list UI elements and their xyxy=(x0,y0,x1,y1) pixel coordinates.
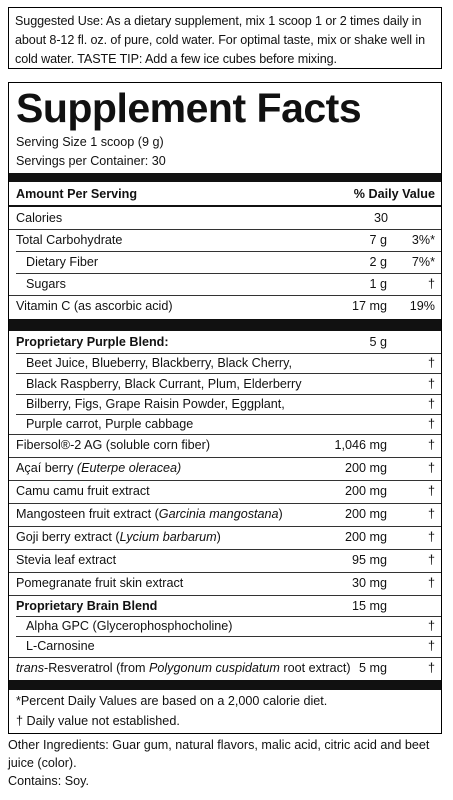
panel-title: Supplement Facts xyxy=(16,85,362,131)
nutrient-name: Calories xyxy=(16,211,63,225)
nutrient-name: Dietary Fiber xyxy=(26,255,99,269)
brain-blend-amount: 15 mg xyxy=(351,599,387,613)
dagger: † xyxy=(427,639,435,653)
nutrient-dv: 3%* xyxy=(411,233,435,247)
ingredient-amount: 1,046 mg xyxy=(334,438,387,452)
dagger: † xyxy=(427,576,435,590)
ingredient-name: Camu camu fruit extract xyxy=(16,484,150,498)
thick-divider xyxy=(9,319,441,331)
ingredient-amount: 30 mg xyxy=(351,576,387,590)
ingredient-scientific-name: Lycium barbarum xyxy=(119,530,217,544)
purple-blend-amount: 5 g xyxy=(369,335,387,349)
allergen-contains: Contains: Soy. xyxy=(8,774,89,788)
amount-per-serving-header: Amount Per Serving xyxy=(16,187,138,201)
brain-blend-item-name: Alpha GPC (Glycerophosphocholine) xyxy=(26,619,233,633)
footnote-dagger: † Daily value not established. xyxy=(16,714,180,728)
dagger: † xyxy=(427,484,435,498)
resveratrol-tail: root extract) xyxy=(279,661,351,675)
suggested-use-label: Suggested Use: xyxy=(15,14,104,28)
dagger: † xyxy=(427,507,435,521)
ingredient-scientific-name: (Euterpe oleracea) xyxy=(76,461,182,475)
ingredient-scientific-name: Garcinia mangostana xyxy=(158,507,279,521)
dagger: † xyxy=(427,461,435,475)
brain-blend-item-name: L-Carnosine xyxy=(26,639,95,653)
dagger: † xyxy=(427,619,435,633)
nutrient-amount: 30 xyxy=(373,211,388,225)
ingredient-name-tail: ) xyxy=(278,507,283,521)
nutrient-dv: 7%* xyxy=(411,255,435,269)
purple-blend-text: Black Raspberry, Black Currant, Plum, Elderberry xyxy=(26,377,302,391)
dagger: † xyxy=(427,553,435,567)
suggested-use-text: As a dietary supplement, mix 1 scoop 1 or 2 times daily in about 8-12 fl. oz. of pure, cold water. For optimal taste, mix or shake well in cold water. TASTE TIP: Add a few ice cubes before mixing. xyxy=(15,14,425,66)
servings-per-container: Servings per Container: 30 xyxy=(16,154,166,168)
nutrient-name: Sugars xyxy=(26,277,66,291)
resveratrol-amount: 5 mg xyxy=(359,661,387,675)
nutrient-dv: 19% xyxy=(409,299,435,313)
dagger: † xyxy=(427,356,435,370)
other-ingredients: Other Ingredients: Guar gum, natural flavors, malic acid, citric acid and beet juice (color). xyxy=(8,738,430,770)
purple-blend-text: Beet Juice, Blueberry, Blackberry, Black Cherry, xyxy=(26,356,292,370)
resveratrol-mid: -Resveratrol (from xyxy=(44,661,149,675)
ingredient-amount: 200 mg xyxy=(344,530,387,544)
dagger: † xyxy=(427,397,435,411)
dagger: † xyxy=(427,438,435,452)
nutrient-name: Total Carbohydrate xyxy=(16,233,123,247)
purple-blend-name: Proprietary Purple Blend: xyxy=(16,335,169,349)
thick-divider xyxy=(9,680,441,690)
ingredient-common-name: Goji berry extract ( xyxy=(16,530,120,544)
thick-divider xyxy=(9,173,441,182)
ingredient-name xyxy=(16,527,221,547)
nutrient-amount: 7 g xyxy=(369,233,387,247)
brain-blend-name: Proprietary Brain Blend xyxy=(16,599,158,613)
resveratrol-scientific-name: Polygonum cuspidatum xyxy=(148,661,280,675)
resveratrol-prefix: trans xyxy=(16,661,44,675)
ingredient-amount: 200 mg xyxy=(344,484,387,498)
ingredient-common-name: Açaí berry xyxy=(16,461,77,475)
ingredient-name: Pomegranate fruit skin extract xyxy=(16,576,184,590)
purple-blend-text: Purple carrot, Purple cabbage xyxy=(26,417,194,431)
nutrient-name: Vitamin C (as ascorbic acid) xyxy=(16,299,173,313)
ingredient-common-name: Mangosteen fruit extract ( xyxy=(16,507,159,521)
ingredient-amount: 95 mg xyxy=(351,553,387,567)
nutrient-amount: 17 mg xyxy=(351,299,387,313)
ingredient-name: Stevia leaf extract xyxy=(16,553,117,567)
dagger: † xyxy=(427,661,435,675)
daily-value-header: % Daily Value xyxy=(353,187,435,201)
ingredient-amount: 200 mg xyxy=(344,507,387,521)
divider xyxy=(9,205,441,207)
resveratrol-name xyxy=(16,658,351,678)
ingredient-amount: 200 mg xyxy=(344,461,387,475)
ingredient-name xyxy=(16,504,283,524)
ingredient-name-tail: ) xyxy=(216,530,221,544)
purple-blend-text: Bilberry, Figs, Grape Raisin Powder, Eggplant, xyxy=(26,397,285,411)
ingredient-name: Fibersol®-2 AG (soluble corn fiber) xyxy=(16,438,211,452)
dagger: † xyxy=(427,530,435,544)
footnote-percent-dv: *Percent Daily Values are based on a 2,000 calorie diet. xyxy=(16,694,328,708)
nutrient-amount: 2 g xyxy=(369,255,387,269)
ingredient-name xyxy=(16,458,181,478)
dagger: † xyxy=(427,417,435,431)
nutrient-amount: 1 g xyxy=(369,277,387,291)
dagger: † xyxy=(427,377,435,391)
suggested-use-box xyxy=(8,7,442,69)
serving-size: Serving Size 1 scoop (9 g) xyxy=(16,135,164,149)
supplement-facts-panel xyxy=(8,82,442,734)
nutrient-dv: † xyxy=(427,277,435,291)
other-ingredients-block xyxy=(8,736,442,790)
